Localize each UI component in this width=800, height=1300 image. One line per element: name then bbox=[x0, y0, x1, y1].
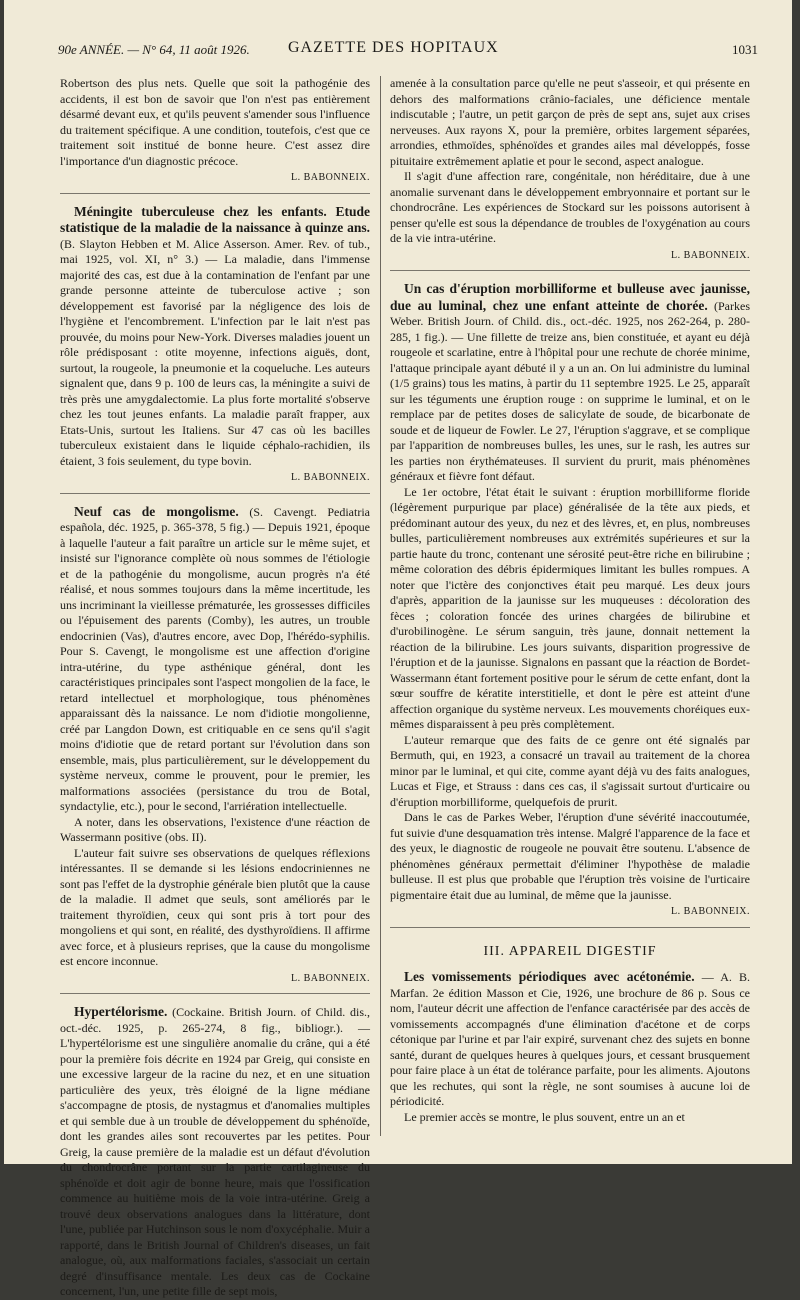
journal-title: GAZETTE DES HOPITAUX bbox=[288, 39, 499, 56]
article-title: Neuf cas de mongolisme. bbox=[74, 503, 239, 519]
article-rule bbox=[60, 993, 370, 994]
right-column bbox=[390, 76, 750, 1125]
section-heading: III. APPAREIL DIGESTIF bbox=[483, 943, 657, 959]
article-meningite bbox=[60, 204, 370, 470]
paragraph: amenée à la consultation parce qu'elle ne peut s'asseoir, et qui présente en dehors des malformations crânio-faciales, une déficience mentale indiscutable ; l'autre, un petit garçon de près de sept ans, sujet aux crises nerveuses. Aux rayons X, pour la première, orbites largement séparées, arrondies, ethmoïdes, sphénoïdes et grandes ailes mal développés, fosse pituitaire extrêmement aplatie et pour le second, aspect analogue. bbox=[390, 76, 750, 168]
article-title: Hypertélorisme. bbox=[74, 1004, 168, 1019]
article-rule bbox=[60, 193, 370, 194]
article-mongolisme bbox=[60, 504, 370, 815]
article-rule bbox=[60, 493, 370, 494]
intro-paragraph: Robertson des plus nets. Quelle que soit la pathogénie des accidents, il est bon de savoir que l'on n'est pas entièrement désarmé devant eux, et qu'ils peuvent s'amender sous l'influence du traitement spécifique. A une condition, toutefois, c'est que ce traitement soit institué de bonne heure. C'est assez dire l'importance d'un diagnostic précoce. bbox=[60, 76, 370, 168]
article-body: (Cockaine. British Journ. of Child. dis., oct.-déc. 1925, p. 265-274, 8 fig., bibliogr.). — L'hypertélorisme est une singulière anomalie du crâne, qui a été pour la première fois décrite en 1924 par Greig, qui consiste en une excessive largeur de la racine du nez, et en une situation particulière des yeux, très éloigné de la ligne médiane s'accompagne de ptosis, de nystagmus et d'anomalies multiples et qui semble due à un trouble de développement du sphénoïde, dont les grandes ailes sont recouvertes par les petites. Pour Greig, la cause première de la maladie est un défaut d'évolution du chondrocrâne portant sur la partie cartilagineuse du sphénoïde et doit agir de bonne heure, mais que l'ossification commence au huitième mois de la voie intra-utérine. Greig a trouvé deux observations analogues dans la littérature, dont l'une, publiée par Hutchinson sous le nom d'oxycéphalie. Muir a rapporté, dans le British Journal of Children's diseases, un fait analogue, où, aux malformations faciales, s'associait un certain degré d'insuffisance mentale. Les deux cas de Cockaine concernent, l'un, une petite fille de sept mois, bbox=[60, 1005, 371, 1298]
paragraph: L'auteur fait suivre ses observations de quelques réflexions intéressantes. Il se demande si les lésions endocriniennes ne sont pas l'effet de la dystrophie générale bien plutôt que la cause de la maladie. Il admet que seuls, sont améliorés par le traitement thyroïdien, ceux qui sont pris à tort pour des mongoliens et qui sont, en réalité, des dysthyroïdiens. Il affirme avec force, et à plusieurs reprises, que la cause du mongolisme est encore inconnue. bbox=[60, 845, 370, 968]
paragraph: Le 1er octobre, l'état était le suivant : éruption morbilliforme floride (légèrement purpurique par place) généralisée de la tête aux pieds, et prédominant autour des yeux, du nez et des lèvres, et, en plus, nombreuses bulles, particulièrement nombreuses aux extrémités supérieures et sur la partie haute du tronc, contenant une sérosité peut-être riche en bilirubine ; même coloration des débris épidermiques limitant les bulles rompues. A noter que l'ictère des conjonctives était peu marqué. Les deux jours d'après, apparition de la jaunisse sur les muqueuses : décoloration des fèces ; coloration foncée des urines chargées de bilirubine et d'urobilinogène. Le sérum sanguin, très jaune, donnait nettement la réaction de la bilirubine. Les jours suivants, disparition progressive de l'éruption et de la jaunisse. Signalons en passant que la réaction de Bordet-Wassermann étant fortement positive pour le sérum de cette enfant, dont la sœur souffre de kératite interstitielle, et dont le père est atteint d'une affection organique du système nerveux. Les mouvements choréiques eux-mêmes disparaissent à peu près complètement. bbox=[390, 484, 750, 731]
article-body: (Parkes Weber. British Journ. of Child. dis., oct.-déc. 1925, nos 262-264, p. 280-285, 1 fig.). — Une fillette de treize ans, bien constituée, et ayant eu déjà rougeole et scarlatine, entre à l'hôpital pour une rechute de chorée minime, l'attaque principale ayant débuté il y a un an. On lui administre du luminal (1/5 grains) tous les matins, à partir du 11 septembre 1925. Le 25, apparaît sur les téguments une éruption rouge : on supprime le luminal, et on le remplace par de petites doses de salicylate de soude, de bicarbonate de soude et de liqueur de Fowler. Le 27, l'éruption s'aggrave, et se complique par l'apparition de nombreuses bulles, les unes, sur le rash, les autres sur les parties non érythémateuses. Il survient du prurit, mais phénomènes généraux et fièvre font défaut. bbox=[390, 298, 751, 483]
left-column bbox=[60, 76, 370, 1300]
article-rule bbox=[390, 927, 750, 928]
article-title: Un cas d'éruption morbilliforme et bulleuse avec jaunisse, due au luminal, chez une enfant atteinte de chorée. bbox=[390, 281, 750, 313]
signature: L. BABONNEIX. bbox=[291, 472, 370, 483]
column-divider bbox=[380, 76, 381, 1136]
article-body: (B. Slayton Hebben et M. Alice Asserson. Amer. Rev. of tub., mai 1925, vol. XI, n° 3.) — La maladie, dans l'immense majorité des cas, est due à la contamination de l'enfant par une grande personne atteinte de tuberculose active ; son développement est favorisé par la négligence des lois de l'hygiène et l'encombrement. L'infection par le lait n'est pas prouvée, du moins pour New-York. Diverses maladies jouent un rôle prédisposant : otite moyenne, infections aiguës, dont, surtout, la rougeole, la pneumonie et la coqueluche. Les auteurs signalent que, dans 9 p. 100 de leurs cas, la méningite a suivi de très près une amygdalectomie. La plus forte mortalité s'observe chez les tout jeunes enfants. La maladie paraît frapper, aux Etats-Unis, surtout les Italiens. Sur 47 cas où les bacilles tuberculeux existaient dans le liquide céphalo-rachidien, ils étaient, 3 fois seulement, du type bovin. bbox=[60, 236, 370, 468]
paragraph: Dans le cas de Parkes Weber, l'éruption d'une sévérité inaccoutumée, fut suivie d'une desquamation très intense. Malgré l'apparence de la face et des yeux, le diagnostic de rougeole ne pouvait être soutenu. L'absence de phénomènes généraux permettait d'éliminer l'hypothèse de maladie bulleuse. Il est plus que probable que l'éruption très voisine de l'urticaire pigmentaire était due au luminal, de même que la jaunisse. bbox=[390, 810, 750, 902]
signature: L. BABONNEIX. bbox=[291, 172, 370, 183]
signature: L. BABONNEIX. bbox=[671, 906, 750, 917]
issue-line: 90e ANNÉE. — N° 64, 11 août 1926. bbox=[58, 42, 250, 57]
paragraph: Il s'agit d'une affection rare, congénitale, non héréditaire, due à une anomalie survenant dans le développement embryonnaire et portant sur le chondrocrâne. Les expériences de Stockard sur les poissons autorisent à penser qu'elle est sous la dépendance de troubles de l'oxygénation au cours de la vie intra-utérine. bbox=[390, 169, 750, 245]
journal-page bbox=[4, 0, 792, 1298]
article-title: Méningite tuberculeuse chez les enfants. Etude statistique de la maladie de la naissance à quinze ans. bbox=[60, 203, 370, 235]
signature: L. BABONNEIX. bbox=[291, 972, 370, 984]
article-hypertelorisme bbox=[60, 1004, 370, 1300]
paragraph: Le premier accès se montre, le plus souvent, entre un an et bbox=[404, 1109, 685, 1124]
page-header bbox=[58, 36, 758, 60]
article-vomissements bbox=[390, 969, 750, 1110]
article-title: Les vomissements périodiques avec acétonémie. bbox=[404, 969, 695, 984]
signature: L. BABONNEIX. bbox=[671, 249, 750, 261]
article-body: — A. B. Marfan. 2e édition Masson et Cie, 1926, une brochure de 86 p. Sous ce nom, l'auteur décrit une affection de l'enfance caractérisée par des accès de vomissements accompagnés d'une élimination d'acétone et de corps cétonique par l'urine et par l'air expiré, survenant chez des sujets en bonne santé, durant de quelques heures à quelques jours, et cessant brusquement pour faire place à un état de tolérance parfaite, pour les aliments. Ajoutons que les rechutes, qui sont la règle, ne sont soumises à aucune loi de périodicité. bbox=[390, 970, 750, 1108]
paragraph: L'auteur remarque que des faits de ce genre ont été signalés par Bermuth, qui, en 1923, a consacré un travail au traitement de la chorea minor par le luminal, et qui cite, comme ayant déjà vu des faits analogues, Lucas et Fige, et Strauss : dans ces cas, il s'agissait surtout d'urticaire ou d'éruption morbilliforme, quelquefois de prurit. bbox=[390, 732, 750, 809]
article-eruption bbox=[390, 281, 750, 485]
article-body: (S. Cavengt. Pediatria española, déc. 1925, p. 365-378, 5 fig.) — Depuis 1921, époque à laquelle l'auteur a fait paraître un article sur le même sujet, et insisté sur l'ignorance complète où nous sommes de l'étiologie et de la pathogénie du mongolisme, aucun progrès n'a été réalisé, et nous sommes toujours dans la même incertitude, les uns incriminant la vieillesse prématurée, les grossesses difficiles ou l'épuisement des parents (Comby), les autres, un trouble endocrinien (Vas), d'autres encore, avec Dop, l'hérédo-syphilis. Pour S. Cavengt, le mongolisme est une affection d'origine intra-utérine, du type asthénique général, dont les caractéristiques principales sont l'aspect mongolien de la face, le retard intellectuel et morphologique, tous phénomènes apparaissant dès la naissance. Le nom d'idiotie mongolienne, créé par Langdon Down, est critiquable en ce sens qu'il s'agit moins d'idiotie que de retard portant sur l'évolution dans son ensemble, mais, plus particulièrement, sur le développement du système nerveux, comme le prouvent, pour le premier, les malformations associées (persistance du trou de Botal, syndactylie, etc.), pour le second, l'arriération intellectuelle. bbox=[60, 504, 370, 813]
article-rule bbox=[390, 270, 750, 271]
paragraph: A noter, dans les observations, l'existence d'une réaction de Wassermann positive (obs. II). bbox=[60, 814, 370, 844]
page-number: 1031 bbox=[732, 42, 758, 57]
